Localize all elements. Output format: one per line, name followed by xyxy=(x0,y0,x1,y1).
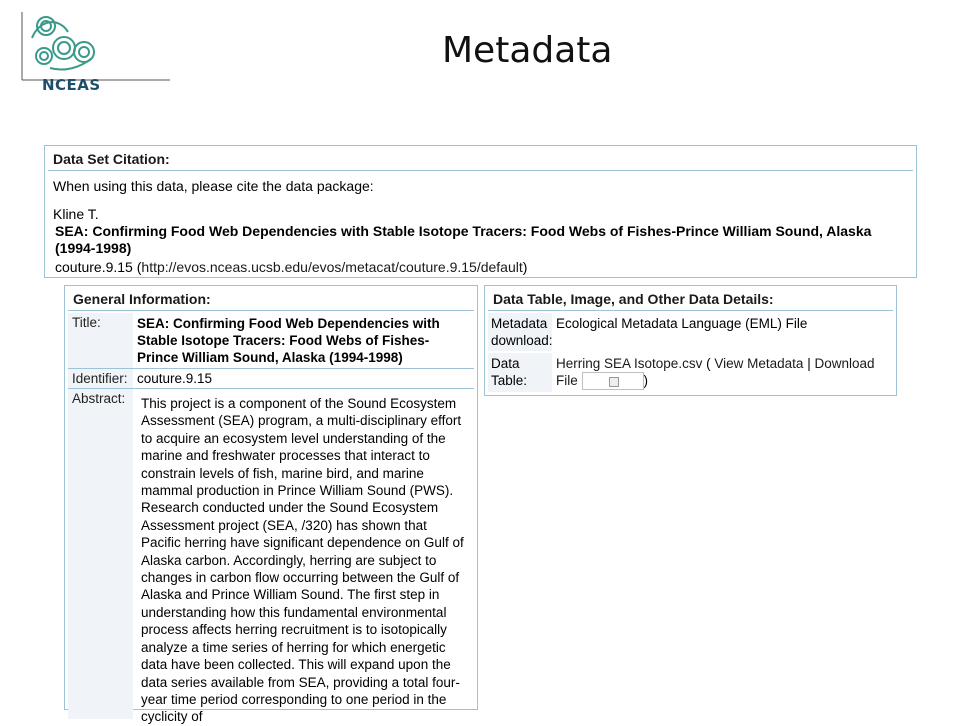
download-file-link[interactable]: Download File xyxy=(556,356,875,388)
data-details-panel xyxy=(484,285,897,396)
broken-image-icon[interactable] xyxy=(582,372,644,390)
view-metadata-link[interactable]: View Metadata xyxy=(714,356,804,371)
metadata-download-row xyxy=(488,313,893,351)
identifier-value: couture.9.15 xyxy=(137,371,213,386)
eml-file-link[interactable]: Ecological Metadata Language (EML) File xyxy=(556,316,808,331)
metadata-download-label: Metadata download: xyxy=(488,313,552,351)
details-heading: Data Table, Image, and Other Data Details: xyxy=(488,286,893,311)
citation-panel xyxy=(44,145,917,278)
title-label: Title: xyxy=(68,313,133,368)
citation-identifier: couture.9.15 xyxy=(55,259,133,275)
citation-id-line xyxy=(45,257,916,275)
logo-text: NCEAS xyxy=(42,76,101,94)
close-paren: ) xyxy=(643,373,649,388)
general-table xyxy=(68,313,474,726)
citation-heading: Data Set Citation: xyxy=(48,146,913,171)
data-table-row xyxy=(488,353,893,392)
open-paren: ( xyxy=(706,356,711,371)
citation-title: SEA: Confirming Food Web Dependencies with Stable Isotope Tracers: Food Webs of Fishes-Prince William Sound, Alaska (1994-1998) xyxy=(55,223,872,256)
data-table-label: Data Table: xyxy=(488,353,552,392)
citation-intro: When using this data, please cite the data package: xyxy=(53,178,374,194)
link-separator: | xyxy=(807,356,811,371)
details-table xyxy=(488,313,893,392)
abstract-value: This project is a component of the Sound Ecosystem Assessment (SEA) program, a multi-disciplinary effort to acquire an ecosystem level understanding of the marine and freshwater processes that interact to constrain levels of fish, marine bird, and marine mammal production in Prince William Sound (PWS). Research conducted under the Sound Ecosystem Assessment project (SEA, /320) has shown that Pacific herring have significant dependence on Gulf of Alaska carbon. Accordingly, herring are subject to changes in carbon flow occurring between the Gulf of Alaska and Prince William Sound. The first step in understanding how this fundamental environmental process affects herring recruitment is to isotopically analyze a time series of herring for which energetic data have been collected. This will expand upon the data series available from SEA, providing a total four-year time period corresponding to one period in the cyclicity of xyxy=(141,396,464,725)
title-value: SEA: Confirming Food Web Dependencies with Stable Isotope Tracers: Food Webs of Fishes-Prince William Sound, Alaska (1994-1998) xyxy=(137,316,440,365)
abstract-label: Abstract: xyxy=(68,389,133,719)
data-file-link[interactable]: Herring SEA Isotope.csv xyxy=(556,356,703,371)
citation-url-open: ( xyxy=(136,259,142,275)
page-title: Metadata xyxy=(442,30,613,71)
identifier-row xyxy=(68,369,474,389)
title-row xyxy=(68,313,474,369)
general-info-panel xyxy=(64,285,478,725)
nceas-logo xyxy=(20,8,180,92)
abstract-row xyxy=(68,389,474,726)
general-heading: General Information: xyxy=(68,286,474,311)
identifier-label: Identifier: xyxy=(68,369,133,388)
data-table-value xyxy=(552,353,893,392)
citation-author: Kline T. xyxy=(53,206,99,222)
citation-url-link[interactable]: http://evos.nceas.ucsb.edu/evos/metacat/couture.9.15/default xyxy=(141,259,523,275)
citation-url-close: ) xyxy=(522,259,528,275)
